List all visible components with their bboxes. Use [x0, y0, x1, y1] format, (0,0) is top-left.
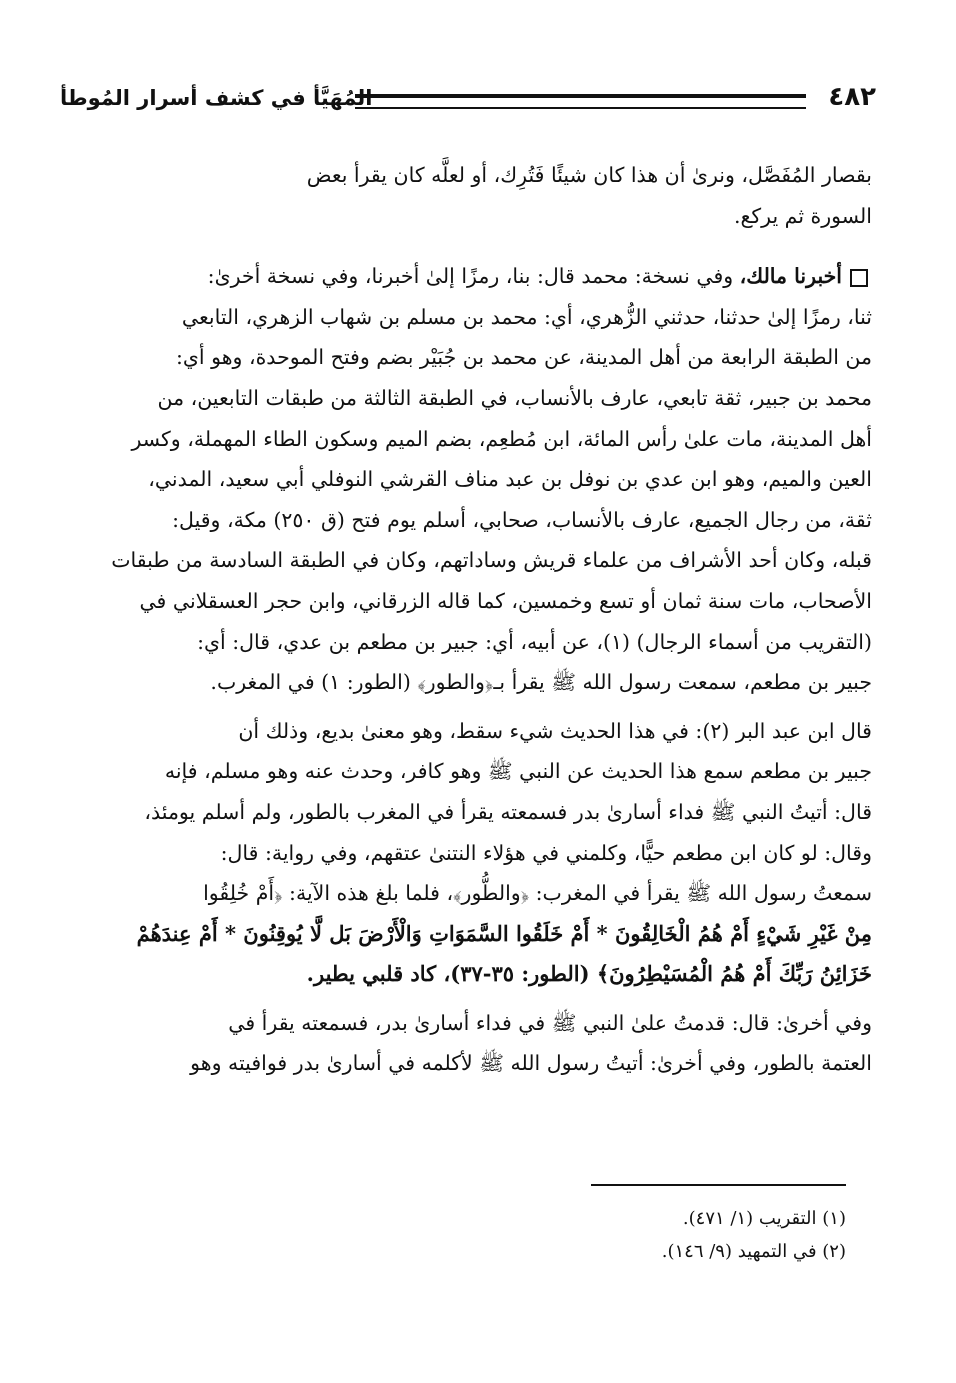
text-line: محمد بن جبير، ثقة تابعي، عارف بالأنساب، في الطبقة الثالثة من طبقات التابعين، من: [157, 385, 872, 410]
text-line: قبله، وكان أحد الأشراف من علماء قريش وساداتهم، وكان في الطبقة السادسة من طبقات: [111, 548, 872, 573]
paragraph-4: [84, 1003, 872, 1084]
header-rule: [355, 94, 806, 109]
text-line: من الطبقة الرابعة من أهل المدينة، عن محمد بن جُبَيْر بضم وفتح الموحدة، وهو أي:: [175, 345, 872, 370]
quran-verse-line: خَزَائِنُ رَبِّكَ أَمْ هُمُ الْمُسَيْطِرُونَ﴾ (الطور: ٣٥-٣٧)، كاد قلبي يطير.: [306, 961, 872, 987]
text-line: أهل المدينة، مات علىٰ رأس المائة، ابن مُطعِم، بضم الميم وسكون الطاء المهملة، وكسر: [131, 426, 872, 451]
text-line: وفي أخرىٰ: قال: قدمتُ علىٰ النبي ﷺ في فداء أسارىٰ بدر، فسمعته يقرأ في: [228, 1010, 872, 1035]
square-bullet-icon: [850, 269, 868, 287]
paragraph-3: [84, 711, 872, 995]
text-line: قال: أتيتُ النبي ﷺ فداء أسارىٰ بدر فسمعته يقرأ في المغرب بالطور، ولم أسلم يومئذ،: [144, 799, 872, 824]
text-line: بقصار المُفَصَّل، ونرىٰ أن هذا كان شيئًا فَتُرِك، أو لعلَّه كان يقرأ بعض: [306, 163, 872, 187]
text-line: العتمة بالطور، وفي أخرىٰ: أتيتُ رسول الله ﷺ لأكلمه في أسارىٰ بدر فوافيته وهو: [190, 1051, 872, 1076]
text-line: العين والميم، وهو ابن عدي بن نوفل بن عبد مناف القرشي النوفلي أبي سعيد، المدني،: [148, 467, 872, 492]
page-header: [60, 78, 896, 118]
footnotes: [120, 1202, 846, 1268]
paragraph-spacer: [84, 995, 872, 1003]
text-line: وقال: لو كان ابن مطعم حيًّا، وكلمني في هؤلاء النتنىٰ عتقهم، وفي رواية: قال:: [220, 840, 872, 865]
footnote-separator: [591, 1184, 846, 1186]
lead-phrase: أخبرنا مالك،: [739, 264, 842, 289]
paragraph-2: [84, 256, 872, 703]
main-text: [84, 155, 872, 1084]
paragraph-spacer: [84, 236, 872, 256]
text-line: سمعتُ رسول الله ﷺ يقرأ في المغرب: ﴿والطُّور﴾، فلما بلغ هذه الآية: ﴿أَمْ خُلِقُوا: [203, 881, 872, 906]
paragraph-spacer: [84, 703, 872, 711]
text-line: ثنا، رمزًا إلىٰ حدثنا، حدثني الزُّهري، أي: محمد بن مسلم بن شهاب الزهري، التابعي: [181, 304, 872, 329]
text-line: وفي نسخة: محمد قال: بنا، رمزًا إلىٰ أخبرنا، وفي نسخة أخرىٰ:: [207, 264, 734, 289]
text-line: جبير بن مطعم، سمعت رسول الله ﷺ يقرأ بـ﴿والطور﴾ (الطور: ١) في المغرب.: [210, 670, 872, 695]
footnote-2: (٢) في التمهيد (٩/ ١٤٦).: [661, 1241, 846, 1262]
text-line: جبير بن مطعم سمع هذا الحديث عن النبي ﷺ وهو كافر، وحدث عنه وهو مسلم، فإنه: [164, 759, 872, 784]
text-line: السورة ثم يركع.: [733, 203, 872, 228]
paragraph-1: [84, 155, 872, 236]
page-number: ٤٨٢: [828, 82, 876, 112]
text-line: (التقريب من أسماء الرجال) (١)، عن أبيه، أي: جبير بن مطعم بن عدي، قال: أي:: [197, 629, 872, 654]
footnote-1: (١) التقريب (١/ ٤٧١).: [682, 1208, 846, 1229]
text-line: الأصحاب، مات سنة ثمان أو تسع وخمسين، كما قاله الزرقاني، وابن حجر العسقلاني في: [139, 588, 872, 613]
text-line: قال ابن عبد البر (٢): في هذا الحديث شيء سقط، وهو معنىٰ بديع، وذلك أن: [238, 718, 872, 743]
book-title: المُهَيَّأ في كشف أسرار المُوطأ: [60, 86, 373, 110]
quran-verse-line: مِنْ غَيْرِ شَيْءٍ أَمْ هُمُ الْخَالِقُونَ * أَمْ خَلَقُوا السَّمَوَاتِ وَالْأَرْضَ بَل لَّا يُوقِنُونَ * أَمْ عِندَهُمْ: [136, 920, 872, 946]
text-line: ثقة، من رجال الجميع، عارف بالأنساب، صحابي، أسلم يوم فتح (ق ٢٥٠) مكة، وقيل:: [172, 507, 872, 532]
